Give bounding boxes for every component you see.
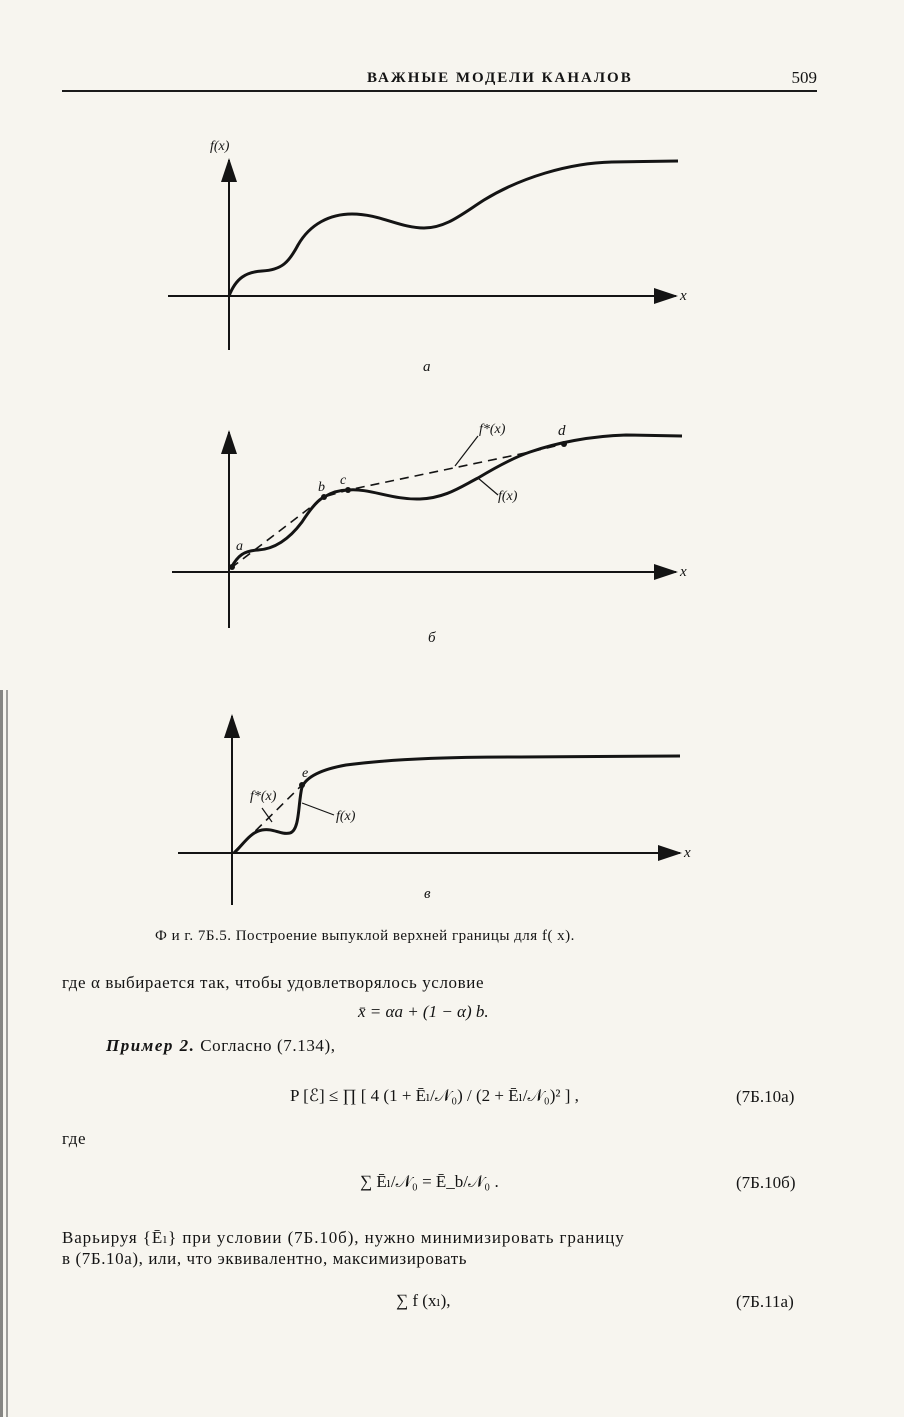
paragraph-where-alpha: где α выбирается так, чтобы удовлетворялось условие — [62, 973, 485, 992]
equation-number-7b10b: (7Б.10б) — [736, 1173, 796, 1192]
panel-label: б — [428, 630, 436, 646]
equation-number-7b10a: (7Б.10а) — [736, 1087, 795, 1106]
point-e — [299, 782, 305, 788]
upper-bound-dashed — [231, 444, 564, 568]
panel-label: в — [424, 886, 431, 902]
panel-b — [172, 422, 687, 646]
leader-fstar — [455, 436, 478, 466]
point-b-label: b — [318, 480, 325, 495]
word-where: где — [62, 1129, 87, 1148]
y-axis-label: f(x) — [210, 139, 230, 154]
formula-7b10b: ∑ Ēₗ/𝒩₀ = Ē_b/𝒩₀ . — [360, 1172, 499, 1191]
paragraph-varying-line1: Варьируя {Ēₗ} при условии (7Б.10б), нужно минимизировать границу — [62, 1228, 625, 1247]
paragraph-varying-line2: в (7Б.10а), или, что эквивалентно, максимизировать — [62, 1249, 468, 1268]
panel-label: а — [423, 359, 431, 375]
point-e-label: e — [302, 766, 309, 781]
example-text: Согласно (7.134), — [200, 1036, 336, 1055]
upper-bound-label: f*(x) — [479, 422, 506, 437]
panel-a — [168, 139, 687, 375]
f-curve — [229, 161, 678, 296]
example-title: Пример 2. — [106, 1036, 196, 1055]
formula-x: x̄ = αa + (1 − α) b. — [358, 1002, 489, 1021]
panel-c — [178, 716, 691, 905]
figure-caption: Ф и г. 7Б.5. Построение выпуклой верхней границы для f( x). — [155, 928, 575, 944]
point-a — [229, 564, 235, 570]
upper-bound-label: f*(x) — [250, 789, 277, 804]
point-c-label: c — [340, 473, 347, 488]
page-number: 509 — [791, 68, 817, 87]
point-d — [561, 441, 567, 447]
x-axis-label: x — [680, 564, 687, 580]
curve-label: f(x) — [498, 489, 518, 504]
running-head: ВАЖНЫЕ МОДЕЛИ КАНАЛОВ — [367, 70, 633, 86]
formula-7b10a: P [ℰ] ≤ ∏ [ 4 (1 + Ēₗ/𝒩₀) / (2 + Ēₗ/𝒩₀)² ] , — [290, 1086, 579, 1105]
point-a-label: a — [236, 539, 243, 554]
x-axis-label: x — [680, 288, 687, 304]
curve-label: f(x) — [336, 809, 356, 824]
formula-7b11a: ∑ f (xₗ), — [396, 1291, 451, 1310]
example-heading — [106, 1036, 336, 1056]
f-curve — [234, 756, 680, 853]
f-curve — [231, 435, 682, 568]
leader-f — [478, 478, 498, 495]
x-axis-label: x — [684, 845, 691, 861]
leader-f — [302, 803, 334, 815]
equation-number-7b11a: (7Б.11а) — [736, 1292, 794, 1311]
point-d-label: d — [558, 423, 566, 439]
